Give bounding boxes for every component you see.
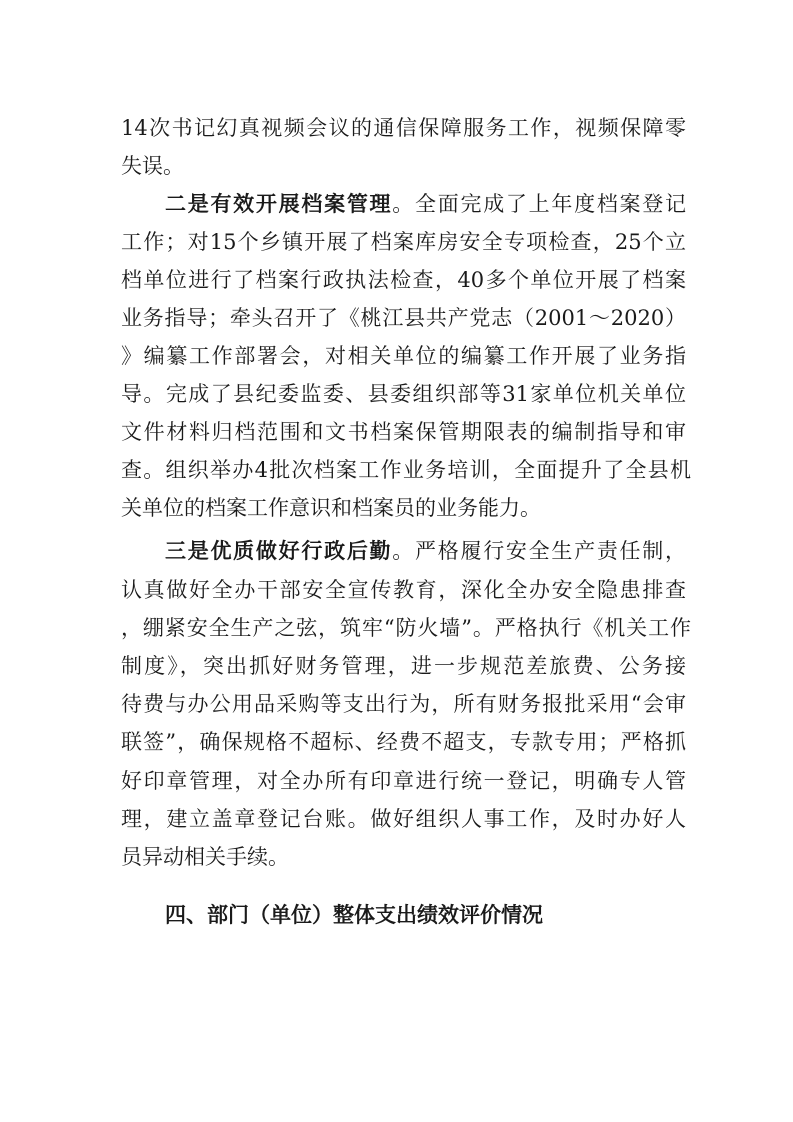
text-line: ，绷紧安全生产之弦，筑牢“防火墙”。严格执行《机关工作 bbox=[121, 616, 691, 640]
section-heading: 四、部门（单位）整体支出绩效评价情况 bbox=[165, 903, 543, 927]
text-line: 制度》，突出抓好财务管理，进一步规范差旅费、公务接 bbox=[121, 654, 686, 678]
text-line: 查。组织举办4批次档案工作业务培训，全面提升了全县机 bbox=[121, 458, 691, 482]
text-line: 关单位的档案工作意识和档案员的业务能力。 bbox=[121, 496, 541, 520]
paragraph-lead: 三是优质做好行政后勤 bbox=[165, 539, 393, 563]
text-line: 好印章管理，对全办所有印章进行统一登记，明确专人管 bbox=[121, 769, 686, 793]
paragraph-lead: 二是有效开展档案管理 bbox=[165, 192, 393, 216]
text-line: 14次书记幻真视频会议的通信保障服务工作，视频保障零 bbox=[121, 116, 686, 140]
text-line: 员异动相关手续。 bbox=[121, 845, 289, 869]
text-line: 工作；对15个乡镇开展了档案库房安全专项检查，25个立 bbox=[121, 230, 686, 254]
text-line: 待费与办公用品采购等支出行为，所有财务报批采用“会审 bbox=[121, 692, 686, 716]
text-line bbox=[165, 532, 686, 570]
text-line: 失误。 bbox=[121, 154, 184, 178]
text-line: 业务指导；牵头召开了《桃江县共产党志（2001～2020） bbox=[121, 306, 686, 330]
text-line: 认真做好全办干部安全宣传教育，深化全办安全隐患排查 bbox=[121, 578, 686, 602]
text-line: 》编纂工作部署会，对相关单位的编纂工作开展了业务指 bbox=[121, 344, 686, 368]
text-line: 档单位进行了档案行政执法检查，40多个单位开展了档案 bbox=[121, 268, 686, 292]
text-line: 联签”，确保规格不超标、经费不超支，专款专用；严格抓 bbox=[121, 730, 686, 754]
text-segment: 。严格履行安全生产责任制， bbox=[392, 539, 687, 563]
text-line: 理，建立盖章登记台账。做好组织人事工作，及时办好人 bbox=[121, 807, 686, 831]
text-segment: 。全面完成了上年度档案登记 bbox=[392, 192, 687, 216]
text-line: 导。完成了县纪委监委、县委组织部等31家单位机关单位 bbox=[121, 382, 686, 406]
text-line: 文件材料归档范围和文书档案保管期限表的编制指导和审 bbox=[121, 420, 686, 444]
text-line bbox=[165, 185, 686, 223]
